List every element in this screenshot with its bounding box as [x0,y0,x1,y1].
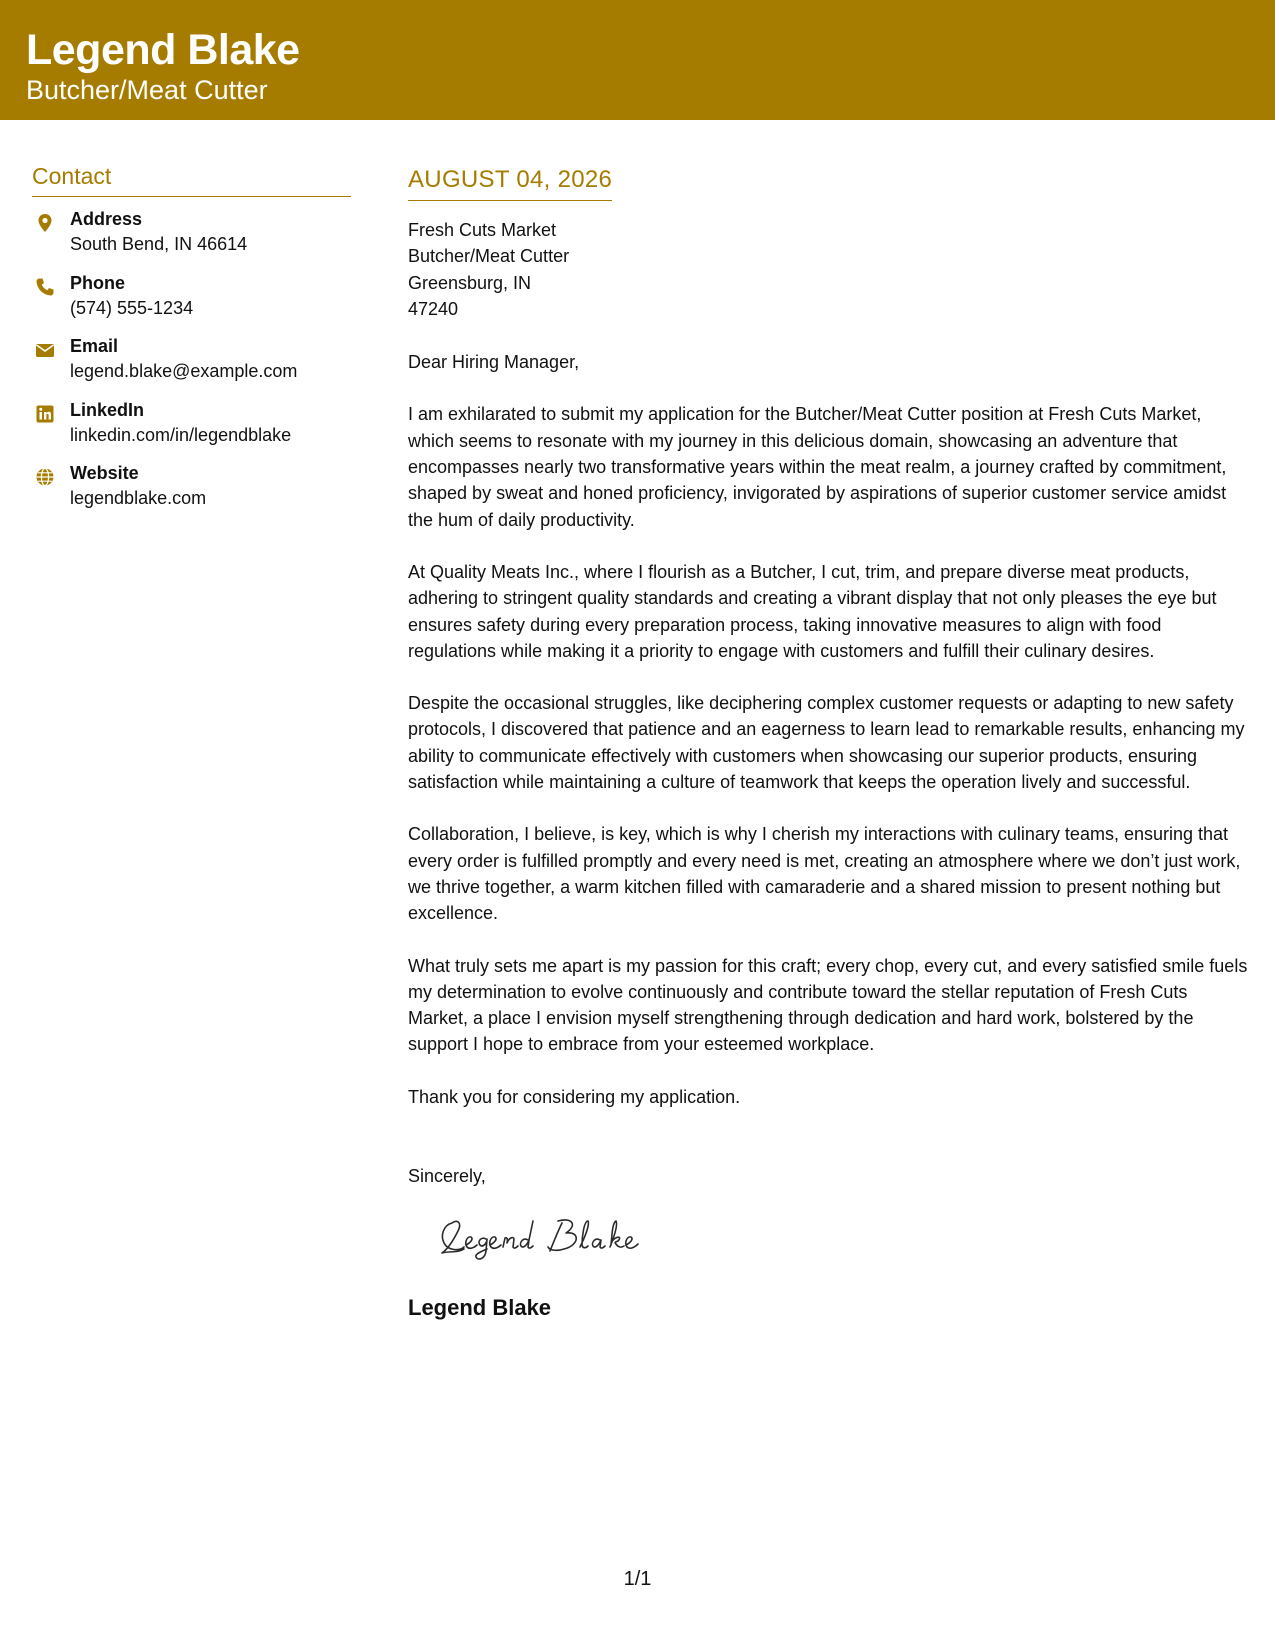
contact-sidebar [32,160,351,525]
letter-body [408,164,1248,1323]
contact-label: Email [70,336,119,356]
contact-label: Website [70,463,139,483]
contact-list [32,207,351,525]
envelope-icon [35,340,55,360]
paragraph: What truly sets me apart is my passion for this craft; every chop, every cut, and every satisfied smile fuels my determination to evolve continuously and contribute toward the stellar reputation of Fresh Cuts Market, a place I envision myself strengthening through dedication and hard work, bolstered by the support I hope to embrace from your esteemed workplace. [408,955,1248,1055]
contact-label: Address [70,209,143,229]
linkedin-icon [35,404,55,424]
contact-value: legend.blake@example.com [70,361,298,381]
contact-value: legendblake.com [70,488,207,508]
greeting: Dear Hiring Manager, [408,352,580,373]
recipient-city: Greensburg, IN [408,272,532,293]
recipient-company: Fresh Cuts Market [408,220,557,240]
contact-item-phone [32,271,351,335]
applicant-title: Butcher/Meat Cutter [26,75,268,105]
contact-heading: Contact [32,160,351,197]
applicant-name: Legend Blake [26,26,300,74]
paragraph: Collaboration, I believe, is key, which is why I cherish my interactions with culinary teams, ensuring that every order is fulfilled promptly and every need is met, creating an atmosphere where we don’t just work, we thrive together, a warm kitchen filled with camaraderie and a shared mission to present nothing but excellence. [408,824,1241,924]
letter-date: AUGUST 04, 2026 [408,164,612,201]
contact-value: (574) 555-1234 [70,297,194,318]
contact-label: Phone [70,272,126,293]
contact-value: South Bend, IN 46614 [70,234,248,254]
contact-item-address [32,207,351,271]
phone-icon [35,277,55,297]
closing: Sincerely, [408,1166,486,1187]
paragraph: Despite the occasional struggles, like deciphering complex customer requests or adapting to new safety protocols, I discovered that patience and an eagerness to learn lead to remarkable results, enhancing my ability to communicate effectively with customers when showcasing our superior products, ensuring satisfaction while maintaining a culture of teamwork that keeps the operation lively and successful. [408,693,1245,793]
contact-item-email [32,334,351,398]
recipient-zip: 47240 [408,298,459,319]
contact-item-linkedin [32,398,351,462]
signer-name: Legend Blake [408,1294,552,1320]
contact-item-website [32,461,351,525]
contact-label: LinkedIn [70,399,145,420]
header-banner [0,0,1275,120]
signature-image [434,1207,674,1271]
paragraph: At Quality Meats Inc., where I flourish as a Butcher, I cut, trim, and prepare diverse meat products, adhering to stringent quality standards and creating a vibrant display that not only pleases the eye but ensures safety during every preparation process, taking innovative measures to align with food regulations while making it a priority to engage with customers and fulfill their culinary desires. [408,561,1217,661]
recipient-block [408,217,1248,322]
contact-value: linkedin.com/in/legendblake [70,424,292,445]
paragraph: I am exhilarated to submit my application for the Butcher/Meat Cutter position at Fresh Cuts Market, which seems to resonate with my journey in this delicious domain, showcasing an adventure that encompasses nearly two transformative years within the meat realm, a journey crafted by commitment, shaped by sweat and honed proficiency, invigorated by aspirations of superior customer service amidst the hum of daily productivity. [408,404,1227,530]
page-number: 1/1 [623,1568,652,1590]
thank-you-line: Thank you for considering my application. [408,1086,741,1107]
globe-icon [35,467,55,487]
map-pin-icon [35,213,55,233]
recipient-position: Butcher/Meat Cutter [408,246,570,267]
